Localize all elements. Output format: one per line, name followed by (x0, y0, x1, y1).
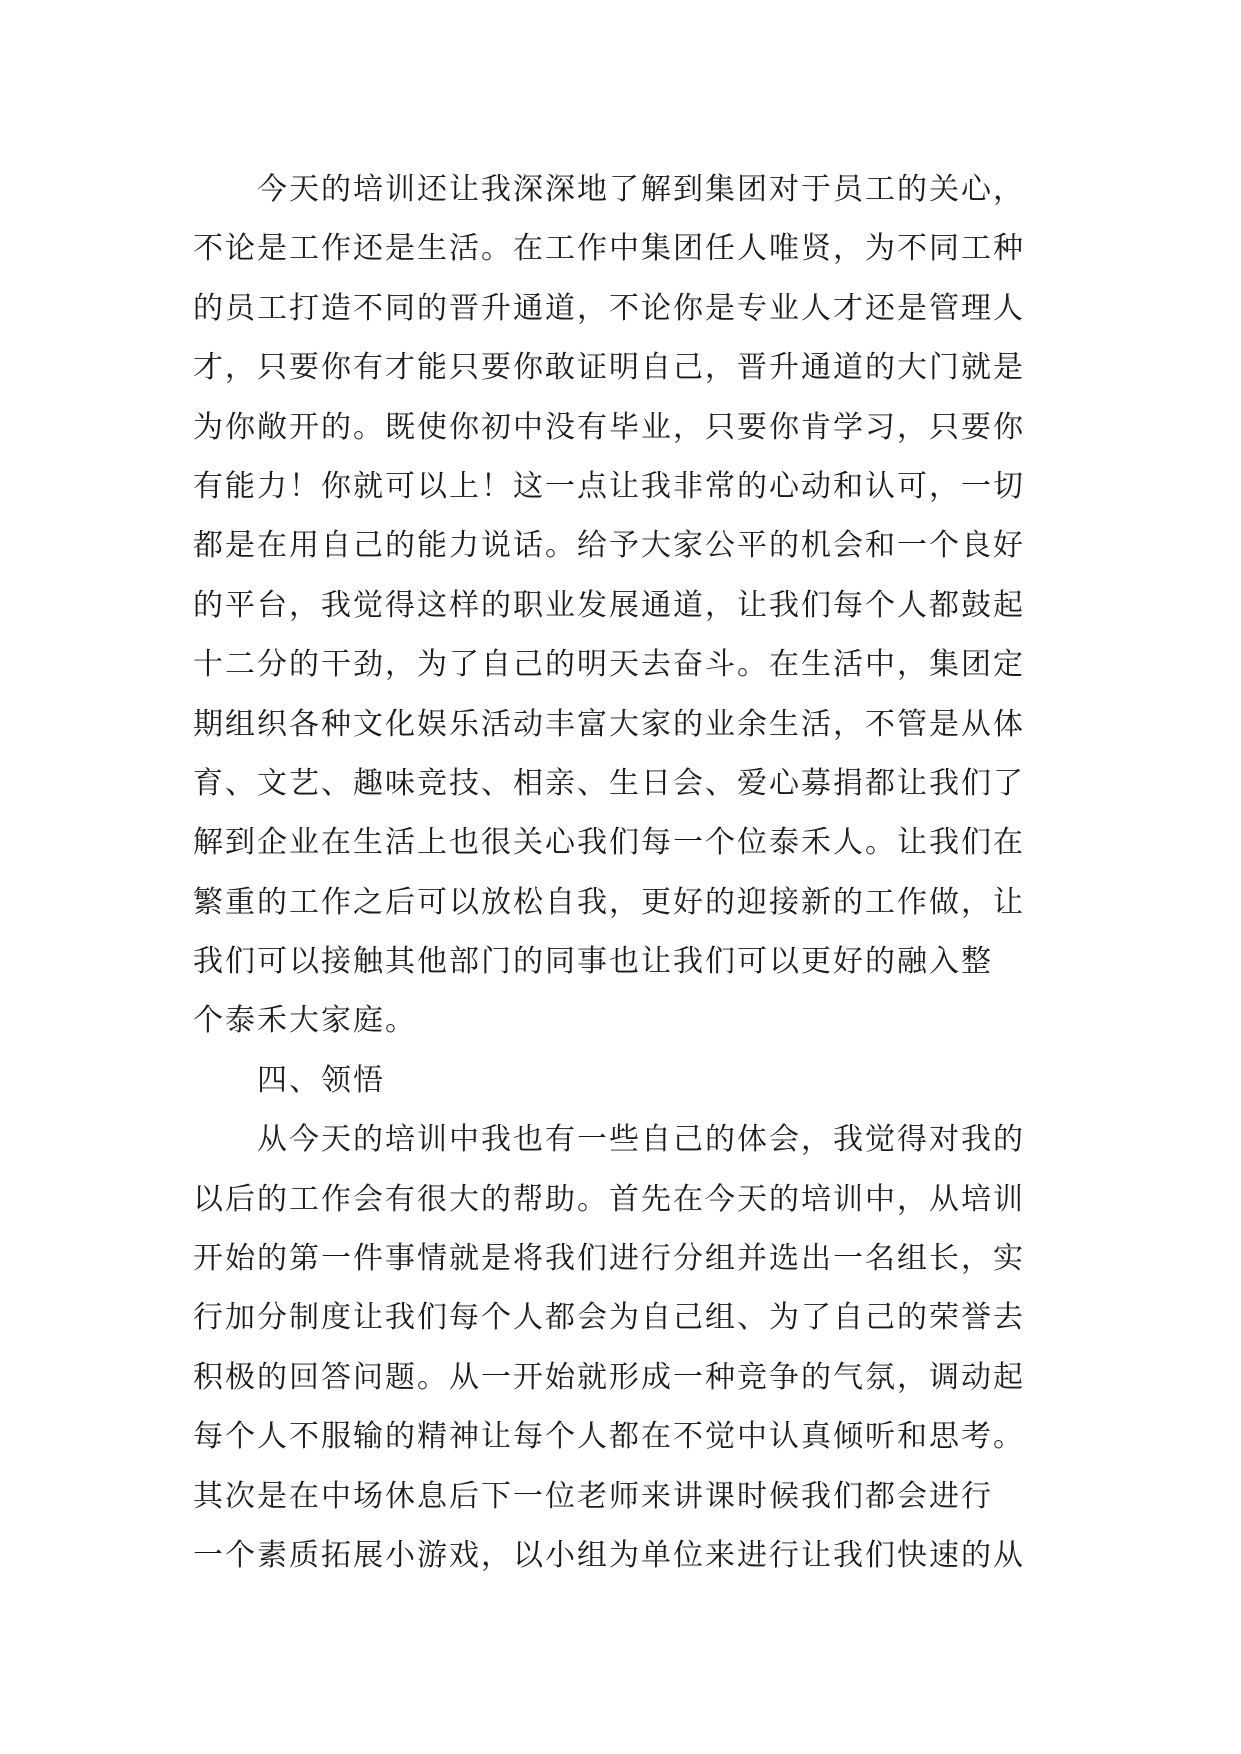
paragraph-line: 的平台，我觉得这样的职业发展通道，让我们每个人都鼓起 (193, 587, 1025, 623)
paragraph-line: 积极的回答问题。从一开始就形成一种竞争的气氛，调动起 (193, 1359, 1025, 1395)
paragraph-line: 我们可以接触其他部门的同事也让我们可以更好的融入整 (193, 944, 993, 980)
paragraph-line: 每个人不服输的精神让每个人都在不觉中认真倾听和思考。 (193, 1419, 1025, 1455)
paragraph-line: 期组织各种文化娱乐活动丰富大家的业余生活，不管是从体 (193, 706, 1025, 742)
paragraph-line: 才，只要你有才能只要你敢证明自己，晋升通道的大门就是 (193, 350, 1025, 386)
paragraph-line: 其次是在中场休息后下一位老师来讲课时候我们都会进行 (193, 1478, 993, 1514)
paragraph-line: 繁重的工作之后可以放松自我，更好的迎接新的工作做，让 (193, 884, 1025, 920)
paragraph-line: 从今天的培训中我也有一些自己的体会，我觉得对我的 (257, 1122, 1025, 1158)
paragraph-line: 开始的第一件事情就是将我们进行分组并选出一名组长，实 (193, 1241, 1025, 1277)
paragraph-line: 有能力！你就可以上！这一点让我非常的心动和认可，一切 (193, 468, 1025, 504)
paragraph-line: 育、文艺、趣味竞技、相亲、生日会、爱心募捐都让我们了 (193, 765, 1025, 801)
paragraph-line: 十二分的干劲，为了自己的明天去奋斗。在生活中，集团定 (193, 647, 1025, 683)
paragraph-line: 解到企业在生活上也很关心我们每一个位泰禾人。让我们在 (193, 825, 1025, 861)
paragraph-line: 的员工打造不同的晋升通道，不论你是专业人才还是管理人 (193, 290, 1025, 326)
section-heading: 四、领悟 (257, 1062, 385, 1098)
body-text (193, 160, 1063, 1585)
paragraph-line: 不论是工作还是生活。在工作中集团任人唯贤，为不同工种 (193, 231, 1025, 267)
paragraph-line: 为你敞开的。既使你初中没有毕业，只要你肯学习，只要你 (193, 409, 1025, 445)
paragraph-line: 个泰禾大家庭。 (193, 1003, 417, 1039)
paragraph-line: 今天的培训还让我深深地了解到集团对于员工的关心， (257, 172, 1025, 207)
paragraph-line: 都是在用自己的能力说话。给予大家公平的机会和一个良好 (193, 528, 1025, 564)
paragraph-line: 一个素质拓展小游戏，以小组为单位来进行让我们快速的从 (193, 1537, 1025, 1573)
paragraph-line: 以后的工作会有很大的帮助。首先在今天的培训中，从培训 (193, 1181, 1025, 1217)
paragraph-line: 行加分制度让我们每个人都会为自己组、为了自己的荣誉去 (193, 1300, 1025, 1336)
